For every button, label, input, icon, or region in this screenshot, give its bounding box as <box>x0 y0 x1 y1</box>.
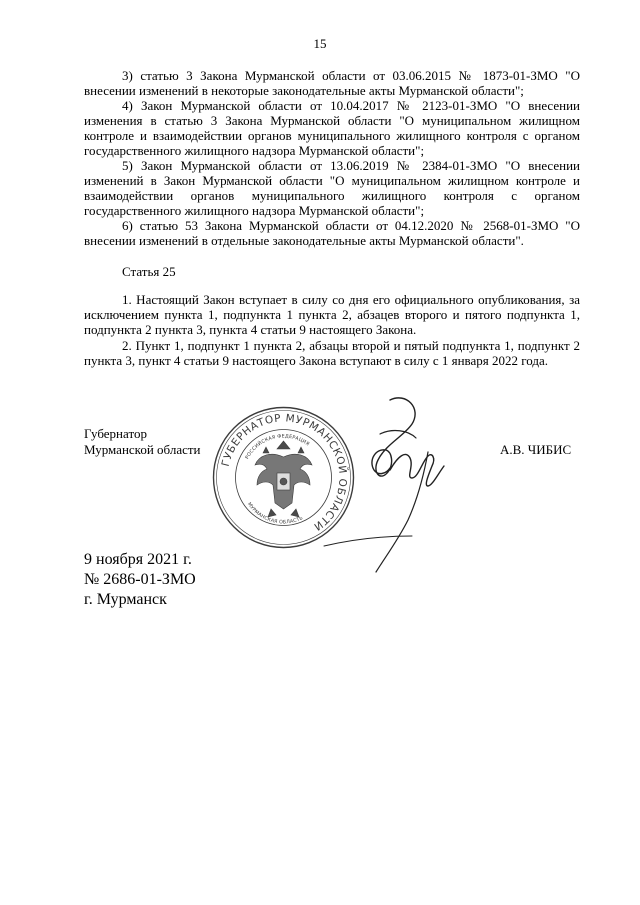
coat-of-arms-icon <box>255 441 312 517</box>
signing-date: 9 ноября 2021 г. <box>84 551 192 568</box>
handwritten-signature-icon <box>320 390 450 590</box>
signatory-title <box>84 426 201 458</box>
seal-bottom-small-text: МУРМАНСКАЯ ОБЛАСТЬ <box>245 502 305 526</box>
document-footer <box>84 550 196 610</box>
article-paragraph: 1. Настоящий Закон вступает в силу со дня его официального опубликования, за исключением пункта 1, подпункта 1 пункта 2, абзацев второго и пятого подпункта 1, подпункта 2 пункта 3, пункта 4 статьи 9 настоящего Закона. <box>84 292 580 337</box>
signatory-title-line: Мурманской области <box>84 442 201 457</box>
law-number: № 2686-01-ЗМО <box>84 571 196 588</box>
law-list <box>84 68 580 248</box>
list-item: 4) Закон Мурманской области от 10.04.2017 № 2123-01-ЗМО "О внесении изменения в статью 3 Закона Мурманской области "О муниципальном жилищном контроле и взаимодействии органов муниципального жилищного контроля с органом государственного жилищного надзора Мурманской области"; <box>84 98 580 158</box>
article-body <box>84 292 580 369</box>
signatory-title-line: Губернатор <box>84 426 147 441</box>
list-item: 6) статью 53 Закона Мурманской области от 04.12.2020 № 2568-01-ЗМО "О внесении изменений в отдельные законодательные акты Мурманской области". <box>84 218 580 248</box>
seal-top-small-text: РОССИЙСКАЯ ФЕДЕРАЦИЯ <box>245 434 310 461</box>
list-item: 3) статью 3 Закона Мурманской области от 03.06.2015 № 1873-01-ЗМО "О внесении изменений в некоторые законодательные акты Мурманской области"; <box>84 68 580 98</box>
article-title: Статья 25 <box>122 264 176 279</box>
signatory-name: А.В. ЧИБИС <box>500 442 572 457</box>
seal-ring-text: ГУБЕРНАТОР МУРМАНСКОЙ ОБЛАСТИ <box>219 412 349 533</box>
list-item: 5) Закон Мурманской области от 13.06.2019 № 2384-01-ЗМО "О внесении изменений в Закон Мурманской области "О муниципальном жилищном контроле и взаимодействии органов муниципального жилищного контроля с органом государственного жилищного надзора Мурманской области"; <box>84 158 580 218</box>
signing-city: г. Мурманск <box>84 591 167 608</box>
article-paragraph: 2. Пункт 1, подпункт 1 пункта 2, абзацы второй и пятый подпункта 1, подпункт 2 пункта 3, пункт 4 статьи 9 настоящего Закона вступают в силу с 1 января 2022 года. <box>84 338 580 368</box>
page-number: 15 <box>313 36 327 51</box>
